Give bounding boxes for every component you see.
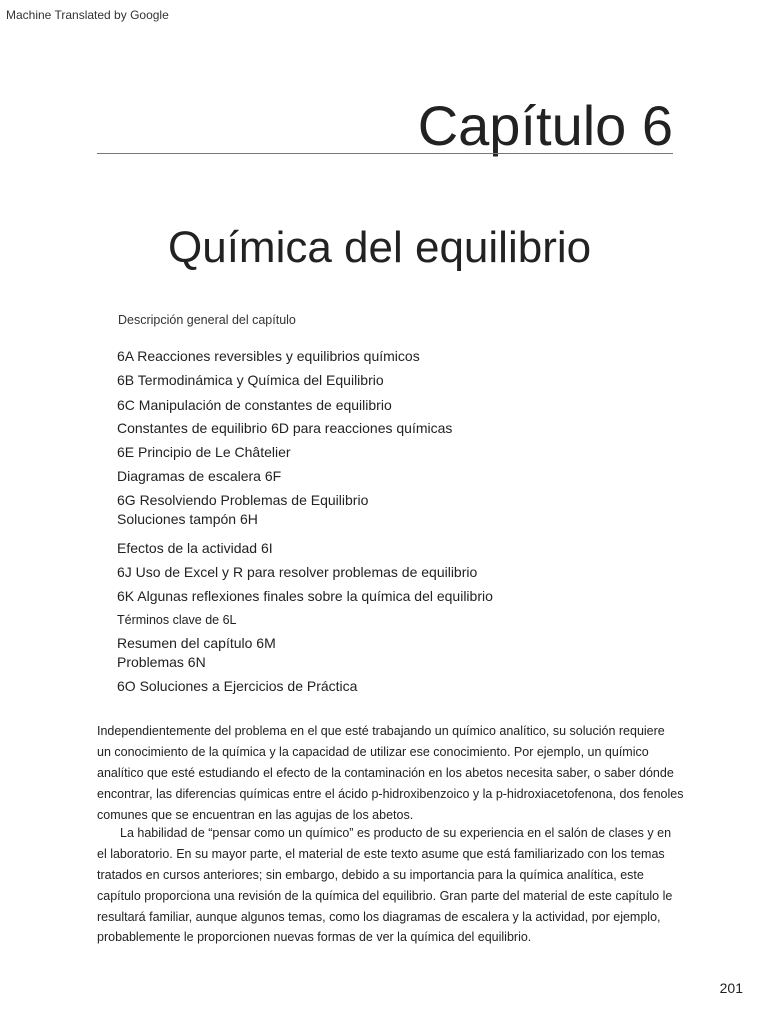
toc-item: 6B Termodinámica y Química del Equilibrio <box>117 372 384 388</box>
paragraph-line: comunes que se encuentran en las agujas de los abetos. <box>97 808 414 822</box>
toc-item: Constantes de equilibrio 6D para reacciones químicas <box>117 420 453 436</box>
chapter-divider <box>97 153 673 154</box>
paragraph-line: probablemente le proporcionen nuevas formas de ver la química del equilibrio. <box>97 930 532 944</box>
toc-item: 6J Uso de Excel y R para resolver problemas de equilibrio <box>117 564 478 580</box>
paragraph-line: tratados en cursos anteriores; sin embargo, debido a su importancia para la química analítica, este <box>97 868 644 882</box>
paragraph-line: Independientemente del problema en el que esté trabajando un químico analítico, su solución requiere <box>97 724 665 738</box>
paragraph-line: encontrar, las diferencias químicas entre el ácido p-hidroxibenzoico y la p-hidroxiacetofenona, dos fenoles <box>97 787 684 801</box>
toc-item: 6K Algunas reflexiones finales sobre la química del equilibrio <box>117 588 493 604</box>
paragraph-line: capítulo proporciona una revisión de la química del equilibrio. Gran parte del material de este capítulo le <box>97 889 673 903</box>
paragraph-line: el laboratorio. En su mayor parte, el material de este texto asume que está familiarizado con los temas <box>97 847 665 861</box>
toc-item: 6E Principio de Le Châtelier <box>117 444 291 460</box>
chapter-overview-label: Descripción general del capítulo <box>118 313 296 327</box>
toc-item: 6O Soluciones a Ejercicios de Práctica <box>117 678 358 694</box>
paragraph-line: un conocimiento de la química y la capacidad de utilizar ese conocimiento. Por ejemplo, un químico <box>97 745 649 759</box>
toc-item: Soluciones tampón 6H <box>117 511 258 527</box>
toc-item: Términos clave de 6L <box>117 613 237 627</box>
toc-item: Problemas 6N <box>117 654 206 670</box>
page-number: 201 <box>719 980 743 996</box>
toc-item: 6A Reacciones reversibles y equilibrios químicos <box>117 348 420 364</box>
paragraph-line: La habilidad de “pensar como un químico” es producto de su experiencia en el salón de clases y en <box>120 826 672 840</box>
toc-item: 6G Resolviendo Problemas de Equilibrio <box>117 492 369 508</box>
paragraph-line: analítico que esté estudiando el efecto de la contaminación en los abetos necesita saber, o saber dónde <box>97 766 674 780</box>
toc-item: Resumen del capítulo 6M <box>117 635 276 651</box>
chapter-title: Química del equilibrio <box>168 223 592 272</box>
toc-item: 6C Manipulación de constantes de equilibrio <box>117 397 392 413</box>
chapter-heading: Capítulo 6 <box>417 94 673 157</box>
paragraph-line: resultará familiar, aunque algunos temas, como los diagramas de escalera y la actividad, por ejemplo, <box>97 910 661 924</box>
toc-item: Efectos de la actividad 6I <box>117 540 273 556</box>
machine-translation-banner: Machine Translated by Google <box>6 8 169 22</box>
toc-item: Diagramas de escalera 6F <box>117 468 282 484</box>
